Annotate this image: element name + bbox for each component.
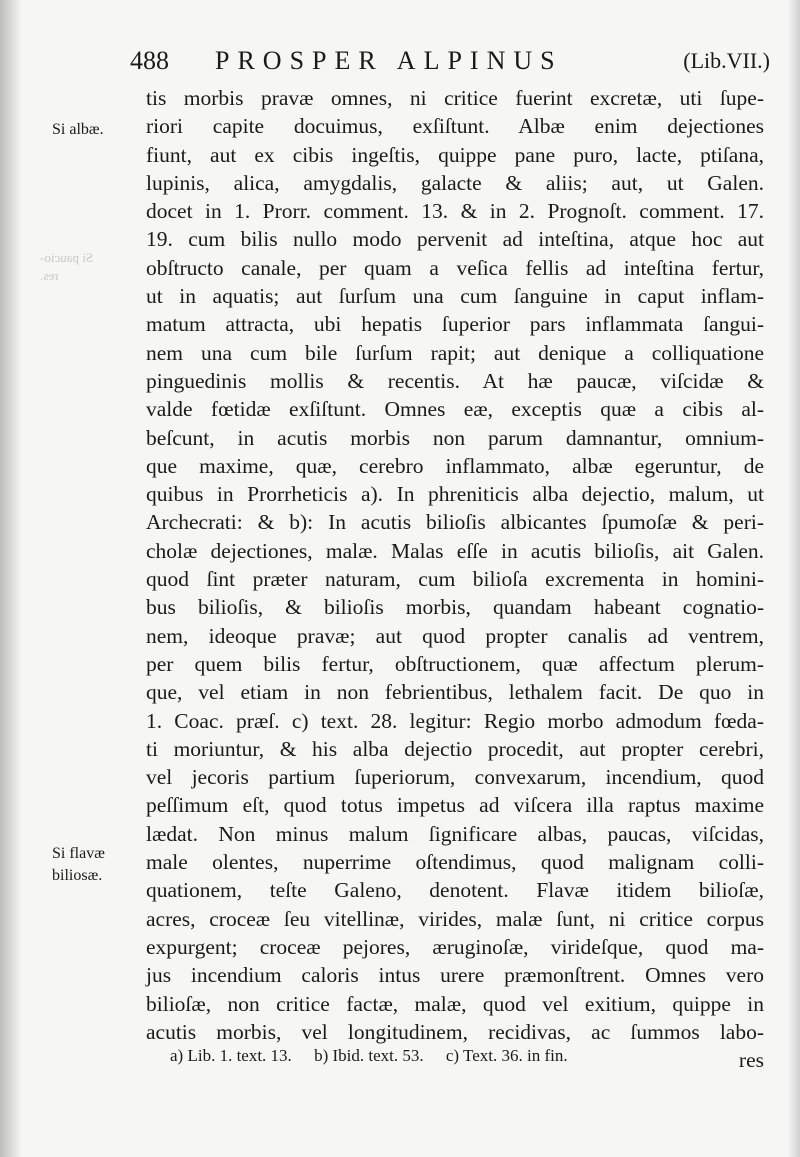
text-line: pinguedinis mollis & recentis. At hæ paucæ, viſcidæ & [146,368,764,393]
text-line: ut in aquatis; aut ſurſum una cum ſanguine in caput inflam- [146,284,764,309]
text-line: 19. cum bilis nullo modo pervenit ad inteſtina, atque hoc aut [146,227,764,252]
page-number: 488 [130,46,169,75]
text-line: nem una cum bile ſurſum rapit; aut denique a colliquatione [146,340,764,365]
running-head [130,44,770,78]
text-line: jus incendium caloris intus urere præmonſtrent. Omnes vero [146,963,764,988]
text-line: ti moriuntur, & his alba dejectio procedit, aut propter cerebri, [146,736,764,761]
text-line: acres, croceæ ſeu vitellinæ, virides, malæ ſunt, ni critice corpus [146,906,764,931]
text-line: bilioſæ, non critice factæ, malæ, quod vel exitium, quippe in [146,991,764,1016]
text-line: quod ſint præter naturam, cum bilioſa excrementa in homini- [146,567,764,592]
text-line: tis morbis pravæ omnes, ni critice fuerint excretæ, uti ſupe- [146,86,764,110]
text-line: riori capite docuimus, exſiſtunt. Albæ enim dejectiones [146,114,764,139]
book-reference: (Lib.VII.) [683,48,770,73]
text-line: quibus in Prorrheticis a). In phreniticis alba dejectio, malum, ut [146,482,764,507]
footnote-c: c) Text. 36. in fin. [445,1046,568,1065]
text-line: Archecrati: & b): In acutis bilioſis albicantes ſpumoſæ & peri- [146,510,764,535]
text-line: lædat. Non minus malum ſignificare albas, paucas, viſcidas, [146,821,764,846]
text-line: fiunt, aut ex cibis ingeſtis, quippe pane puro, lacte, ptiſana, [146,142,764,167]
text-line: 1. Coac. præſ. c) text. 28. legitur: Regio morbo admodum fœda- [146,708,764,733]
text-line: obſtructo canale, per quam a veſica fellis ad inteſtina fertur, [146,255,764,280]
text-line: res [738,1048,764,1073]
text-line: docet in 1. Prorr. comment. 13. & in 2. Prognoſt. comment. 17. [146,199,764,224]
text-line: nem, ideoque pravæ; aut quod propter canalis ad ventrem, [146,623,764,648]
running-title: PROSPER ALPINUS [215,46,563,75]
text-line: que maxime, quæ, cerebro inflammato, albæ egeruntur, de [146,453,764,478]
text-line: expurgent; croceæ pejores, æruginoſæ, virideſque, quod ma- [146,934,764,959]
text-line: que, vel etiam in non febrientibus, lethalem facit. De quo in [146,680,764,705]
page-edge-shadow [788,0,800,1157]
bleed-through-text: Si paucio- [40,250,94,265]
text-line: matum attracta, ubi hepatis ſuperior pars inflammata ſangui- [146,312,764,337]
text-line: male olentes, nuperrime oſtendimus, quod malignam colli- [146,850,764,875]
footnotes [170,1044,690,1068]
text-line: acutis morbis, vel longitudinem, recidivas, ac ſummos labo- [146,1019,764,1044]
text-line: lupinis, alica, amygdalis, galacte & aliis; aut, ut Galen. [146,170,764,195]
text-line: bus bilioſis, & bilioſis morbis, quandam habeant cognatio- [146,595,764,620]
footnote-b: b) Ibid. text. 53. [314,1046,424,1065]
footnote-a: a) Lib. 1. text. 13. [170,1046,292,1065]
text-line: peſſimum eſt, quod totus impetus ad viſcera illa raptus maxime [146,793,764,818]
margin-note-si-albae: Si albæ. [52,121,104,138]
gutter-shadow [0,0,22,1157]
text-line: per quem bilis fertur, obſtructionem, quæ affectum plerum- [146,651,764,676]
text-line: valde fœtidæ exſiſtunt. Omnes eæ, exceptis quæ a cibis al- [146,397,764,422]
margin-note-biliosae: biliosæ. [52,867,103,884]
margin-note-si-flavae: Si flavæ [52,845,105,862]
text-line: beſcunt, in acutis morbis non parum damnantur, omnium- [146,425,764,450]
text-line: cholæ dejectiones, malæ. Malas eſſe in acutis bilioſis, ait Galen. [146,538,764,563]
text-line: vel jecoris partium ſuperiorum, convexarum, incendium, quod [146,765,764,790]
bleed-through-text: res. [40,268,59,283]
body-text [146,84,764,1074]
text-line: quationem, teſte Galeno, denotent. Flavæ itidem bilioſæ, [146,878,764,903]
